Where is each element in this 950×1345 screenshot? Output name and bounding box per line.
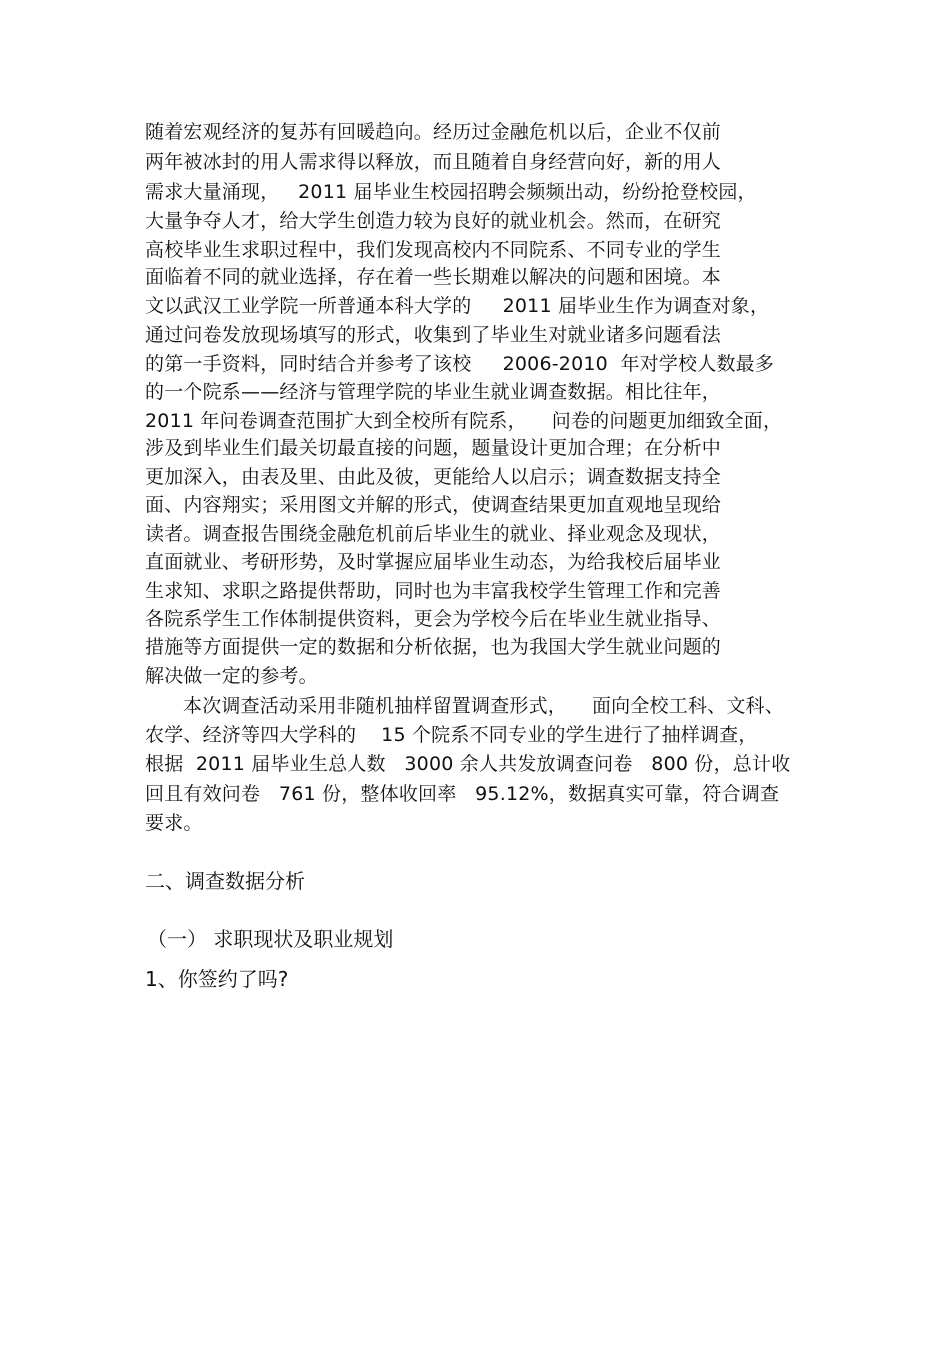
text-line: 直面就业、考研形势，及时掌握应届毕业生动态，为给我校后届毕业 [145, 551, 722, 573]
question-title: 1、你签约了吗? [145, 967, 289, 991]
text-line: 本次调查活动采用非随机抽样留置调查形式， 面向全校工科、文科、 [183, 695, 784, 717]
text-line: 面、内容翔实；采用图文并解的形式，使调查结果更加直观地呈现给 [145, 494, 722, 516]
text-line: 通过问卷发放现场填写的形式，收集到了毕业生对就业诸多问题看法 [145, 324, 722, 346]
text-line: 回且有效问卷 761 份，整体收回率 95.12%，数据真实可靠，符合调查 [145, 783, 780, 805]
text-line: 农学、经济等四大学科的 15 个院系不同专业的学生进行了抽样调查， [145, 724, 758, 746]
text-line: 的第一手资料，同时结合并参考了该校 2006-2010 年对学校人数最多 [145, 353, 775, 375]
text-line: 要求。 [145, 812, 203, 834]
text-line: 两年被冰封的用人需求得以释放，而且随着自身经营向好，新的用人 [145, 151, 722, 173]
text-line: 2011 年问卷调查范围扩大到全校所有院系， 问卷的问题更加细致全面， [145, 410, 783, 432]
text-line: 大量争夺人才，给大学生创造力较为良好的就业机会。然而，在研究 [145, 210, 722, 232]
text-line: 生求知、求职之路提供帮助，同时也为丰富我校学生管理工作和完善 [145, 580, 722, 602]
text-line: 解决做一定的参考。 [145, 665, 318, 687]
text-line: 读者。调查报告围绕金融危机前后毕业生的就业、择业观念及现状， [145, 523, 722, 545]
text-line: 需求大量涌现， 2011 届毕业生校园招聘会频频出动，纷纷抢登校园， [145, 181, 757, 203]
text-line: 高校毕业生求职过程中，我们发现高校内不同院系、不同专业的学生 [145, 239, 722, 261]
text-line: 各院系学生工作体制提供资料，更会为学校今后在毕业生就业指导、 [145, 608, 722, 630]
text-line: 面临着不同的就业选择，存在着一些长期难以解决的问题和困境。本 [145, 266, 722, 288]
text-line: 涉及到毕业生们最关切最直接的问题，题量设计更加合理；在分析中 [145, 437, 722, 459]
text-line: 文以武汉工业学院一所普通本科大学的 2011 届毕业生作为调查对象， [145, 295, 770, 317]
text-line: 的一个院系——经济与管理学院的毕业生就业调查数据。相比往年， [145, 381, 722, 403]
text-line: 根据 2011 届毕业生总人数 3000 余人共发放调查问卷 800 份，总计收 [145, 753, 791, 775]
section-title: 二、调查数据分析 [145, 869, 305, 893]
text-line: 随着宏观经济的复苏有回暖趋向。经历过金融危机以后，企业不仅前 [145, 121, 722, 143]
text-line: 更加深入，由表及里、由此及彼，更能给人以启示；调查数据支持全 [145, 466, 722, 488]
text-line: 措施等方面提供一定的数据和分析依据，也为我国大学生就业问题的 [145, 636, 722, 658]
subsection-title: （一） 求职现状及职业规划 [147, 927, 394, 951]
